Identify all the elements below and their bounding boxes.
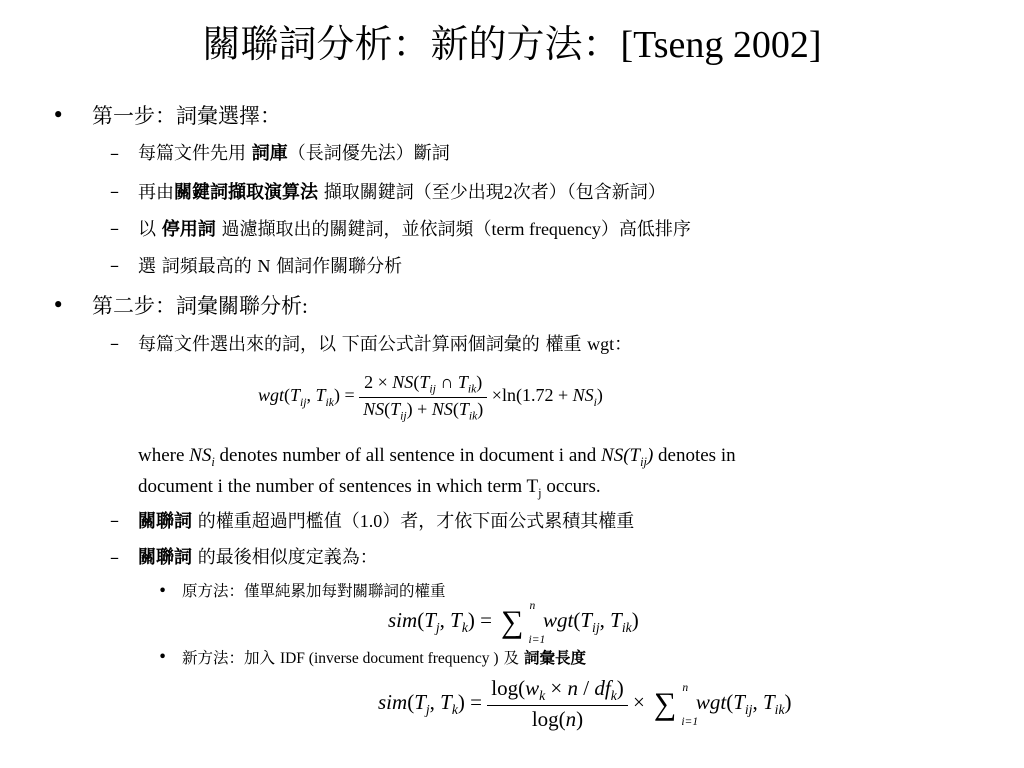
- step-two-item-1: 每篇文件選出來的詞，以 下面公式計算兩個詞彙的 權重 wgt：: [138, 334, 633, 355]
- dash-marker: –: [110, 218, 119, 239]
- sim-original-equation: $sim(T_j$, $T_k$) = ∑ n i=1 $wgt(T_{ij}$, $T_{ik}$): [388, 600, 639, 646]
- dash-marker: –: [110, 255, 119, 276]
- step-two-heading: 第二步：詞彙關聯分析:: [92, 294, 308, 318]
- summation-symbol: ∑ n i=1: [501, 600, 546, 646]
- original-method-item: 原方法：僅單純累加每對關聯詞的權重: [182, 582, 446, 600]
- sim-new-equation: $sim(T_j$, $T_k$) = $\frac{\log(w_k \times n / df_k)}{\log(n)}$ × ∑ n i=1 $wgt(T_{ij}$, $T_{ik}$): [378, 676, 792, 732]
- dash-marker: –: [110, 181, 119, 202]
- step-one-item-4: 選 詞頻最高的 N 個詞作關聯分析: [138, 256, 403, 277]
- step-two-item-2: 關聯詞 的權重超過門檻值（1.0）者，才依下面公式累積其權重: [138, 511, 635, 532]
- step-one-item-2: 再由關鍵詞擷取演算法 擷取關鍵詞（至少出現2次者）（包含新詞）: [138, 182, 666, 203]
- wgt-equation: $wgt(T_{ij}$, $T_{ik}$) = $\frac{2 \times NS(T_{ij} \cap T_{ik})}{NS(T_{ij}) + NS(T_{ik})}$ $\times\ln(1.72 + NS_i)$: [258, 372, 603, 423]
- bullet-marker: •: [52, 293, 65, 317]
- step-one-item-1: 每篇文件先用 詞庫（長詞優先法）斷詞: [138, 143, 450, 164]
- wgt-fraction: $\frac{2 \times NS(T_{ij} \cap T_{ik})}{NS(T_{ij}) + NS(T_{ik})}$: [359, 372, 487, 422]
- step-one-heading: 第一步：詞彙選擇：: [92, 104, 281, 128]
- ns-definition-line-1: where $NS_i$ denotes number of all sentence in document i and $NS(T_{ij})$ denotes in: [138, 445, 736, 469]
- title-reference: [Tseng 2002]: [620, 24, 822, 66]
- step-two-item-3: 關聯詞 的最後相似度定義為：: [138, 547, 378, 568]
- dash-marker: –: [110, 547, 119, 568]
- dash-marker: –: [110, 510, 119, 531]
- summation-symbol: ∑ n i=1: [653, 682, 699, 729]
- idf-fraction: $\frac{\log(w_k \times n / df_k)}{\log(n)}$: [487, 676, 628, 732]
- step-one-item-3: 以 停用詞 過濾擷取出的關鍵詞，並依詞頻（term frequency）高低排序: [138, 219, 691, 240]
- slide-title: [0, 22, 1024, 69]
- dash-marker: –: [110, 143, 119, 164]
- new-method-item: 新方法：加入 IDF (inverse document frequency ) 及 詞彙長度: [182, 648, 586, 667]
- title-text: 關聯詞分析：新的方法：: [202, 22, 621, 66]
- dash-marker: –: [110, 333, 119, 354]
- bullet-marker: •: [52, 103, 65, 127]
- ns-definition-line-2: document i the number of sentences in which term $T_j$ occurs.: [138, 476, 601, 500]
- bullet-marker: •: [158, 648, 168, 666]
- bullet-marker: •: [158, 582, 168, 600]
